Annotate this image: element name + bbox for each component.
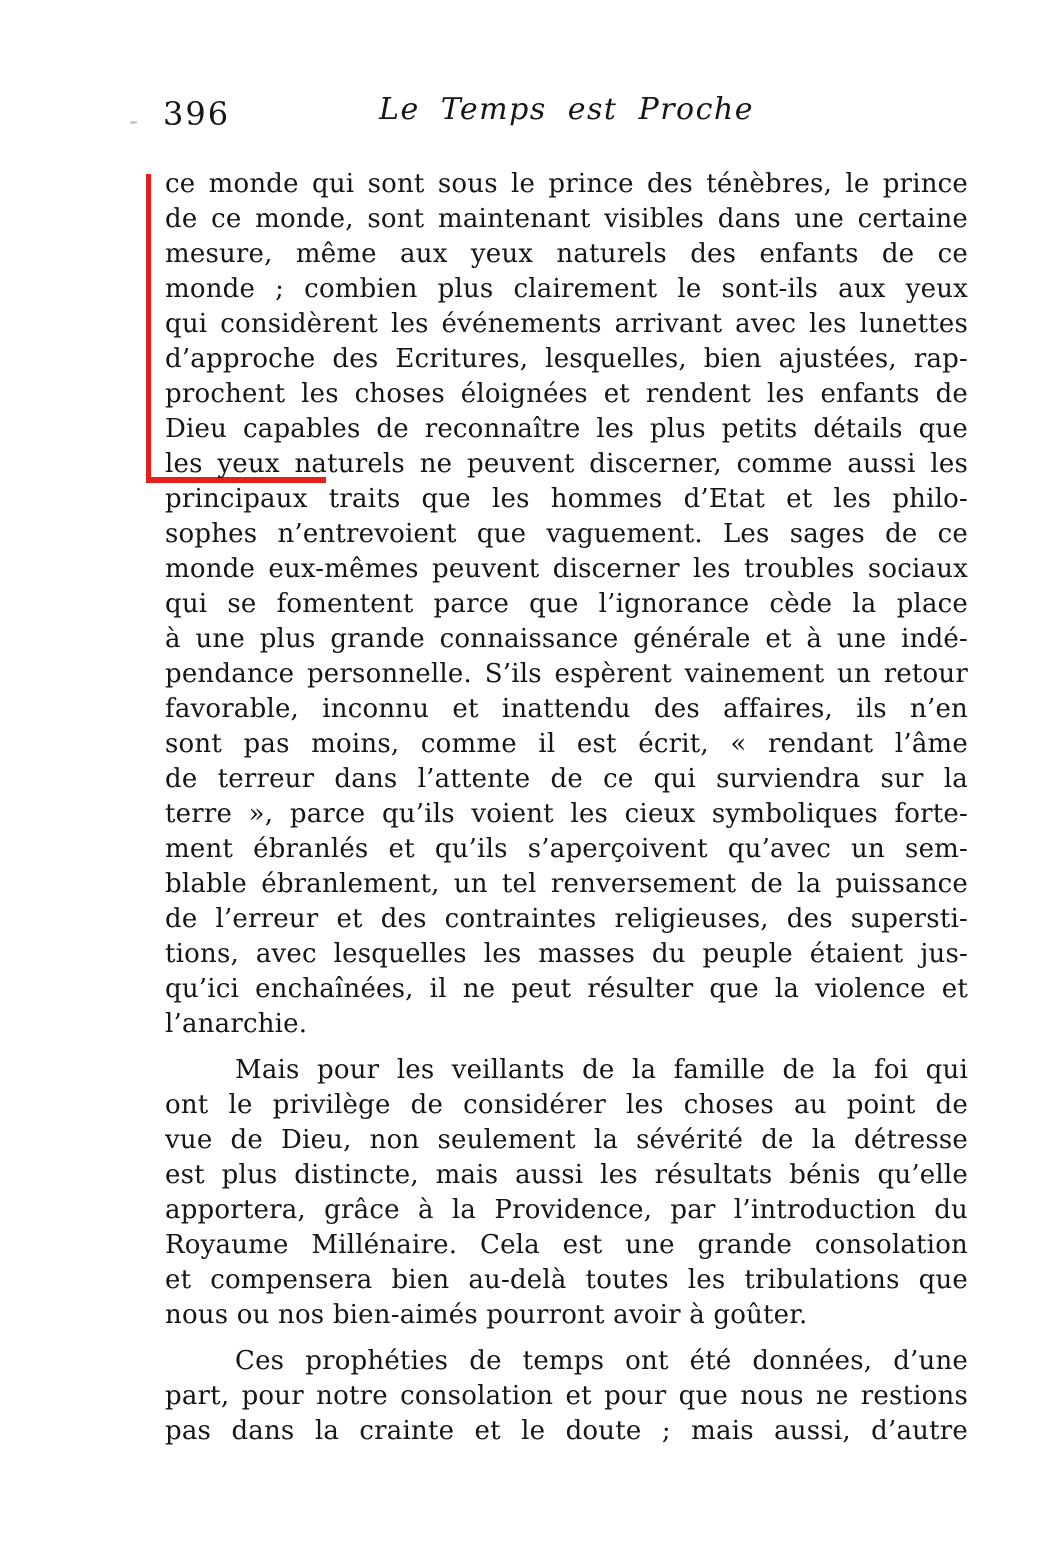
text-line: qu’ici enchaînées, il ne peut résulter que la violence et (165, 974, 968, 1004)
text-line: monde eux-mêmes peuvent discerner les troubles sociaux (165, 554, 968, 584)
text-line: favorable, inconnu et inattendu des affaires, ils n’en (165, 694, 968, 724)
text-line: principaux traits que les hommes d’Etat et les philo- (165, 484, 968, 514)
text-line: blable ébranlement, un tel renversement de la puissance (165, 869, 968, 899)
page-body-text (165, 167, 968, 1449)
text-line: mesure, même aux yeux naturels des enfants de ce (165, 239, 968, 269)
text-line: et compensera bien au-delà toutes les tribulations que (165, 1265, 968, 1295)
text-line: qui considèrent les événements arrivant avec les lunettes (165, 309, 968, 339)
paragraph (165, 167, 968, 1042)
text-line: ce monde qui sont sous le prince des ténèbres, le prince (165, 169, 968, 199)
text-line: d’approche des Ecritures, lesquelles, bien ajustées, rap- (165, 344, 968, 374)
text-line: pendance personnelle. S’ils espèrent vainement un retour (165, 659, 968, 689)
page-number: 396 (163, 95, 231, 133)
paragraph (165, 1053, 968, 1333)
text-line: ment ébranlés et qu’ils s’aperçoivent qu’avec un sem- (165, 834, 968, 864)
text-line: vue de Dieu, non seulement la sévérité de la détresse (165, 1125, 968, 1155)
text-line: de ce monde, sont maintenant visibles dans une certaine (165, 204, 968, 234)
scan-artifact (130, 121, 137, 124)
text-line: de l’erreur et des contraintes religieuses, des supersti- (165, 904, 968, 934)
text-line: nous ou nos bien-aimés pourront avoir à goûter. (165, 1300, 808, 1330)
text-line: monde ; combien plus clairement le sont-ils aux yeux (165, 274, 968, 304)
text-line: terre », parce qu’ils voient les cieux symboliques forte- (165, 799, 968, 829)
text-line: qui se fomentent parce que l’ignorance cède la place (165, 589, 968, 619)
text-line: Royaume Millénaire. Cela est une grande consolation (165, 1230, 968, 1260)
text-line: de terreur dans l’attente de ce qui surviendra sur la (165, 764, 968, 794)
text-line: est plus distincte, mais aussi les résultats bénis qu’elle (165, 1160, 968, 1190)
text-line: pas dans la crainte et le doute ; mais aussi, d’autre (165, 1416, 968, 1446)
text-line: à une plus grande connaissance générale et à une indé- (165, 624, 968, 654)
text-line: l’anarchie. (165, 1009, 308, 1039)
text-line: ont le privilège de considérer les choses au point de (165, 1090, 968, 1120)
text-line: les yeux naturels ne peuvent discerner, comme aussi les (165, 449, 968, 479)
text-line: part, pour notre consolation et pour que nous ne restions (165, 1381, 968, 1411)
text-line: Dieu capables de reconnaître les plus petits détails que (165, 414, 968, 444)
text-line: sont pas moins, comme il est écrit, « rendant l’âme (165, 729, 968, 759)
text-line: Ces prophéties de temps ont été données, d’une (235, 1346, 968, 1376)
paragraph (165, 1344, 968, 1449)
running-title: Le Temps est Proche (379, 92, 754, 127)
text-line: apportera, grâce à la Providence, par l’introduction du (165, 1195, 968, 1225)
text-line: Mais pour les veillants de la famille de la foi qui (235, 1055, 968, 1085)
text-line: prochent les choses éloignées et rendent les enfants de (165, 379, 968, 409)
text-line: tions, avec lesquelles les masses du peuple étaient jus- (165, 939, 968, 969)
text-line: sophes n’entrevoient que vaguement. Les sages de ce (165, 519, 968, 549)
red-margin-line (146, 174, 151, 482)
